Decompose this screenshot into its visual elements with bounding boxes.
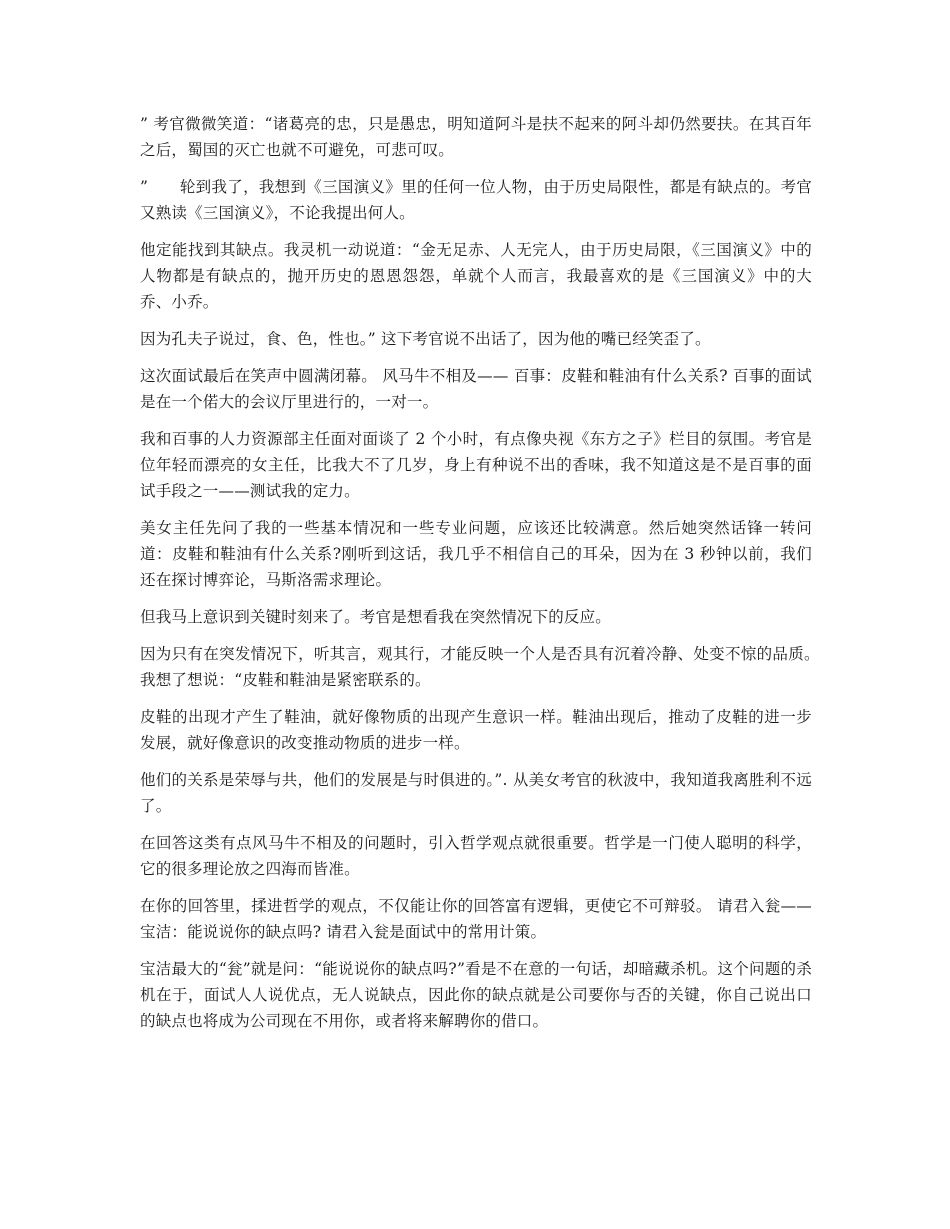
document-body (140, 111, 833, 1045)
paragraph: 在回答这类有点风马牛不相及的问题时，引入哲学观点就很重要。哲学是一门使人聪明的科学，它的很多理论放之四海而皆准。 (140, 834, 812, 878)
paragraph: ” 轮到我了，我想到《三国演义》里的任何一位人物，由于历史局限性，都是有缺点的。考官又熟读《三国演义》，不论我提出何人。 (140, 178, 812, 222)
paragraph: 皮鞋的出现才产生了鞋油，就好像物质的出现产生意识一样。鞋油出现后，推动了皮鞋的进一步发展，就好像意识的改变推动物质的进步一样。 (140, 708, 812, 752)
paragraph: 这次面试最后在笑声中圆满闭幕。 风马牛不相及—— 百事：皮鞋和鞋油有什么关系? 百事的面试是在一个偌大的会议厅里进行的，一对一。 (140, 367, 812, 411)
paragraph: 我和百事的人力资源部主任面对面谈了 2 个小时，有点像央视《东方之子》栏目的氛围。考官是位年轻而漂亮的女主任，比我大不了几岁，身上有种说不出的香味，我不知道这是不是百事的面试手段之一——测试我的定力。 (140, 430, 812, 500)
paragraph: ” 考官微微笑道：“诸葛亮的忠，只是愚忠，明知道阿斗是扶不起来的阿斗却仍然要扶。在其百年之后，蜀国的灭亡也就不可避免，可悲可叹。 (140, 115, 812, 159)
paragraph: 因为只有在突发情况下，听其言，观其行，才能反映一个人是否具有沉着冷静、处变不惊的品质。 我想了想说：“皮鞋和鞋油是紧密联系的。 (140, 645, 833, 689)
paragraph: 在你的回答里，揉进哲学的观点，不仅能让你的回答富有逻辑，更使它不可辩驳。 请君入瓮—— 宝洁：能说说你的缺点吗? 请君入瓮是面试中的常用计策。 (140, 897, 812, 941)
paragraph: 宝洁最大的“瓮”就是问：“能说说你的缺点吗?”看是不在意的一句话，却暗藏杀机。这个问题的杀机在于，面试人人说优点，无人说缺点，因此你的缺点就是公司要你与否的关键，你自己说出口的缺点也将成为公司现在不用你，或者将来解聘你的借口。 (140, 960, 812, 1030)
paragraph: 他们的关系是荣辱与共，他们的发展是与时俱进的。”. 从美女考官的秋波中，我知道我离胜利不远了。 (140, 771, 812, 815)
paragraph: 他定能找到其缺点。我灵机一动说道：“金无足赤、人无完人，由于历史局限，《三国演义》中的人物都是有缺点的，抛开历史的恩恩怨怨，单就个人而言，我最喜欢的是《三国演义》中的大乔、小乔。 (140, 241, 812, 311)
paragraph: 因为孔夫子说过，食、色，性也。” 这下考官说不出话了，因为他的嘴已经笑歪了。 (140, 330, 711, 348)
paragraph: 但我马上意识到关键时刻来了。考官是想看我在突然情况下的反应。 (140, 608, 612, 626)
paragraph: 美女主任先问了我的一些基本情况和一些专业问题，应该还比较满意。然后她突然话锋一转问道：皮鞋和鞋油有什么关系?刚听到这话，我几乎不相信自己的耳朵，因为在 3 秒钟以前，我们还在探讨博弈论，马斯洛需求理论。 (140, 519, 812, 589)
